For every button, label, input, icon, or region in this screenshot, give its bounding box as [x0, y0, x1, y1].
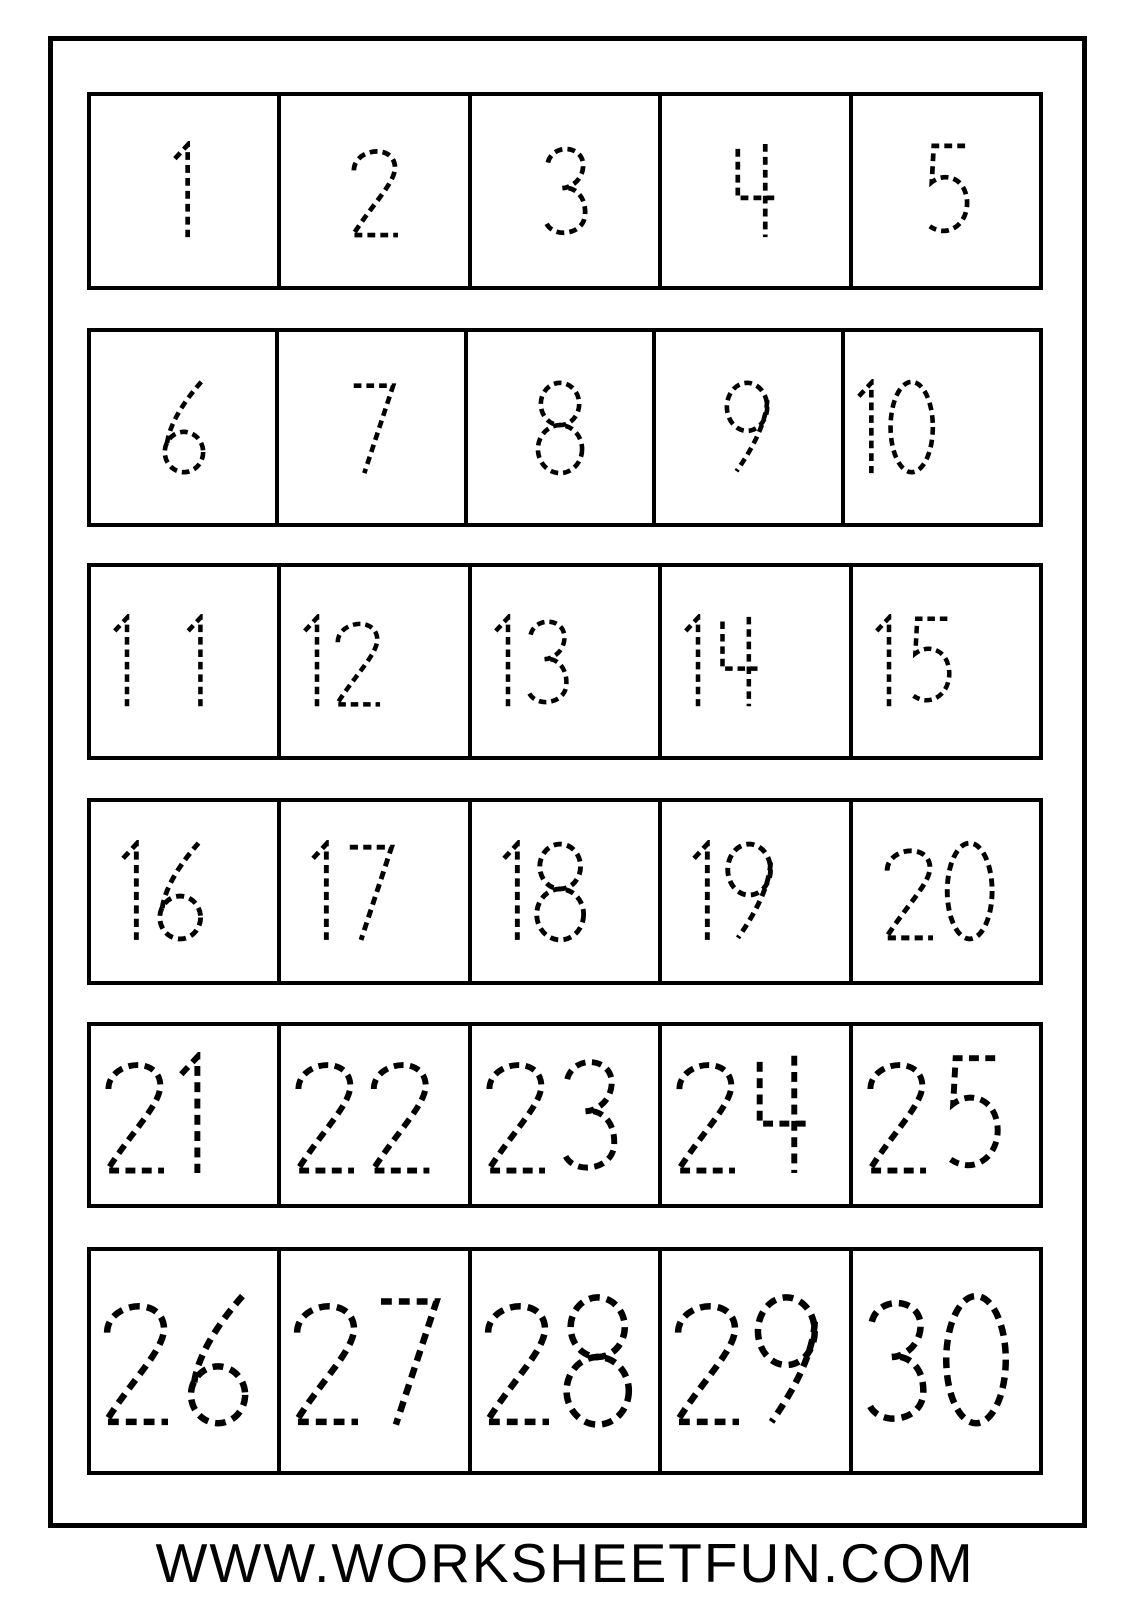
digit-2-stroke	[298, 1065, 355, 1171]
trace-number-19	[690, 840, 777, 944]
trace-number-25	[863, 1052, 1003, 1178]
number-cell-28	[472, 1251, 662, 1471]
number-cell-27	[281, 1251, 471, 1471]
number-cell-18	[472, 802, 662, 981]
number-cell-19	[662, 802, 852, 981]
trace-number-13	[492, 614, 572, 710]
number-cell-22	[281, 1026, 471, 1204]
number-row-6	[87, 1247, 1043, 1475]
trace-number-1	[171, 141, 197, 241]
number-cell-4	[662, 96, 852, 286]
trace-number-10	[855, 379, 937, 477]
digit-2-stroke	[886, 850, 933, 937]
digit-2-stroke	[487, 1306, 549, 1422]
digit-7-stroke	[381, 1301, 436, 1424]
digit-9-stroke	[737, 400, 768, 471]
trace-number-5	[920, 141, 971, 241]
digit-2-stroke	[337, 623, 380, 703]
trace-number-24	[672, 1052, 817, 1178]
number-cell-14	[662, 567, 852, 756]
digit-1-stroke	[686, 617, 698, 705]
digit-0-stroke	[947, 843, 992, 939]
digit-1-stroke	[175, 145, 188, 237]
trace-number-2	[348, 141, 401, 241]
digit-2-stroke	[677, 1306, 739, 1422]
number-cell-16	[91, 802, 281, 981]
number-cell-11	[91, 567, 281, 756]
digit-9-stroke	[728, 844, 771, 895]
number-cell-26	[91, 1251, 281, 1471]
digit-8-stroke	[538, 425, 582, 473]
digit-7-stroke	[353, 385, 392, 472]
trace-number-15	[873, 614, 953, 710]
digit-1-stroke	[313, 844, 326, 940]
digit-9-stroke	[738, 862, 771, 937]
number-cell-5	[853, 96, 1039, 286]
digit-4-stroke	[738, 149, 778, 198]
digit-6-stroke	[160, 896, 201, 939]
number-cell-17	[281, 802, 471, 981]
trace-number-7	[347, 379, 397, 477]
trace-number-8	[535, 379, 585, 477]
trace-number-4	[728, 141, 783, 241]
digit-1-stroke	[858, 382, 870, 472]
digit-3-stroke	[545, 149, 584, 233]
trace-number-11	[111, 614, 209, 710]
digit-2-stroke	[678, 1065, 735, 1171]
trace-number-9	[723, 379, 773, 477]
digit-2-stroke	[869, 1065, 926, 1171]
digit-1-stroke	[123, 844, 136, 940]
trace-number-29	[670, 1292, 823, 1430]
trace-number-30	[861, 1292, 1011, 1430]
digit-9-stroke	[727, 382, 767, 430]
number-cell-15	[853, 567, 1039, 756]
number-cell-9	[656, 332, 844, 523]
trace-number-23	[482, 1052, 622, 1178]
digit-2-stroke	[353, 151, 398, 235]
digit-8-stroke	[566, 1357, 628, 1425]
number-cell-23	[472, 1026, 662, 1204]
trace-number-27	[289, 1292, 442, 1430]
digit-5-stroke	[930, 146, 967, 231]
digit-7-stroke	[350, 847, 392, 940]
digit-4-stroke	[760, 1062, 811, 1124]
trace-number-21	[101, 1052, 209, 1178]
digit-4-stroke	[723, 621, 762, 668]
digit-8-stroke	[537, 888, 584, 939]
trace-number-17	[309, 840, 396, 944]
number-row-5	[87, 1022, 1043, 1208]
trace-number-18	[500, 840, 587, 944]
digit-3-stroke	[529, 621, 567, 701]
digit-0-stroke	[890, 381, 932, 471]
digit-1-stroke	[876, 617, 888, 705]
number-cell-7	[279, 332, 467, 523]
number-cell-12	[281, 567, 471, 756]
number-cell-13	[472, 567, 662, 756]
digit-2-stroke	[107, 1065, 164, 1171]
number-cell-25	[853, 1026, 1039, 1204]
number-cell-2	[281, 96, 471, 286]
digit-3-stroke	[565, 1062, 614, 1168]
digit-1-stroke	[504, 844, 517, 940]
trace-number-16	[119, 840, 206, 944]
number-row-1	[87, 92, 1043, 290]
digit-6-stroke	[191, 1366, 245, 1423]
number-cell-1	[91, 96, 281, 286]
digit-1-stroke	[188, 617, 200, 705]
digit-6-stroke	[165, 431, 203, 471]
trace-number-26	[99, 1292, 252, 1430]
footer-url: WWW.WORKSHEETFUN.COM	[155, 1532, 975, 1594]
digit-2-stroke	[106, 1306, 168, 1422]
page-border-frame	[48, 36, 1087, 1528]
digit-5-stroke	[913, 618, 949, 700]
trace-number-3	[540, 141, 591, 241]
digit-5-stroke	[950, 1058, 997, 1165]
digit-3-stroke	[869, 1303, 923, 1419]
trace-number-14	[682, 614, 766, 710]
number-row-4	[87, 798, 1043, 985]
digit-9-stroke	[758, 1297, 815, 1365]
digit-2-stroke	[373, 1065, 430, 1171]
digit-2-stroke	[296, 1306, 358, 1422]
number-grid	[87, 92, 1043, 1523]
trace-number-20	[881, 840, 996, 944]
number-row-3	[87, 563, 1043, 760]
number-cell-29	[662, 1251, 852, 1471]
number-cell-30	[853, 1251, 1039, 1471]
trace-number-6	[158, 379, 208, 477]
number-cell-10	[845, 332, 1039, 523]
number-cell-6	[91, 332, 279, 523]
digit-9-stroke	[772, 1322, 815, 1422]
trace-number-12	[301, 614, 383, 710]
trace-number-22	[291, 1052, 433, 1178]
trace-number-28	[480, 1292, 633, 1430]
digit-0-stroke	[946, 1296, 1006, 1423]
digit-1-stroke	[181, 1057, 197, 1173]
digit-2-stroke	[488, 1065, 545, 1171]
digit-1-stroke	[496, 617, 508, 705]
number-cell-24	[662, 1026, 852, 1204]
number-cell-3	[472, 96, 662, 286]
digit-8-stroke	[541, 382, 579, 424]
number-cell-8	[468, 332, 656, 523]
digit-1-stroke	[115, 617, 127, 705]
digit-8-stroke	[570, 1297, 624, 1357]
number-cell-20	[853, 802, 1039, 981]
number-row-2	[87, 328, 1043, 527]
digit-8-stroke	[540, 844, 581, 889]
digit-1-stroke	[305, 617, 317, 705]
digit-1-stroke	[694, 844, 707, 940]
number-cell-21	[91, 1026, 281, 1204]
